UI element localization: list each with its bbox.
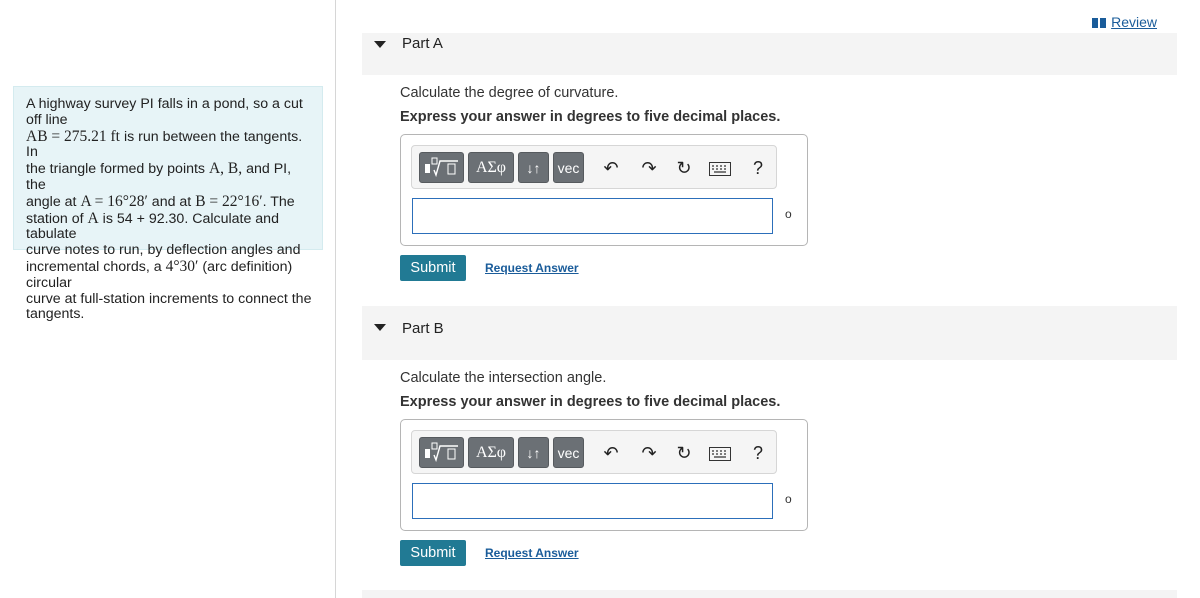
part-b-answer-box: [400, 419, 808, 531]
reset-icon[interactable]: ↻: [676, 158, 692, 178]
vec-button[interactable]: vec: [553, 437, 584, 468]
part-b-title: Part B: [402, 320, 444, 337]
arrows-button[interactable]: ↓↑: [518, 437, 549, 468]
part-a-submit-button[interactable]: Submit: [400, 255, 466, 281]
degree-unit: o: [785, 207, 792, 221]
problem-line: curve at full-station increments to connect the: [26, 290, 312, 307]
next-part-header: [362, 590, 1177, 598]
math-a: A: [87, 209, 99, 227]
math-ab: AB = 275.21 ft: [26, 127, 120, 145]
math-angle-a: A = 16°28′: [80, 192, 148, 210]
problem-line: A highway survey PI falls in a pond, so a cut off line: [26, 96, 303, 128]
part-a-prompt: Calculate the degree of curvature.: [400, 85, 619, 101]
sqrt-template-icon: [422, 440, 462, 466]
vec-button[interactable]: vec: [553, 152, 584, 183]
problem-line: the triangle formed by points A, B, and PI, the: [26, 160, 292, 193]
help-icon[interactable]: ?: [752, 158, 763, 178]
greek-button[interactable]: ΑΣφ: [468, 152, 514, 183]
part-a-title: Part A: [402, 35, 443, 52]
degree-unit: o: [785, 492, 792, 506]
undo-icon[interactable]: ↶: [603, 443, 619, 463]
part-a-header[interactable]: [362, 33, 1177, 75]
redo-icon[interactable]: ↷: [641, 443, 657, 463]
help-icon[interactable]: ?: [752, 443, 763, 463]
problem-panel: [0, 0, 336, 598]
math-angle-b: B = 22°16′: [195, 192, 263, 210]
part-a-answer-input[interactable]: [412, 198, 773, 234]
part-b-request-answer-link[interactable]: Request Answer: [485, 546, 579, 560]
problem-line: station of A is 54 + 92.30. Calculate and tabulate: [26, 209, 279, 243]
part-b-prompt: Calculate the intersection angle.: [400, 370, 607, 386]
templates-button[interactable]: [419, 152, 464, 183]
math-degree-curve: 4°30′: [165, 257, 199, 275]
book-icon: [1092, 18, 1106, 28]
reset-icon[interactable]: ↻: [676, 443, 692, 463]
math-points: A, B,: [208, 160, 243, 178]
keyboard-icon[interactable]: [708, 157, 732, 179]
part-a-instruction: Express your answer in degrees to five decimal places.: [400, 109, 781, 125]
collapse-triangle-icon[interactable]: [374, 324, 386, 331]
math-toolbar: [411, 430, 777, 474]
arrows-button[interactable]: ↓↑: [518, 152, 549, 183]
problem-line: incremental chords, a 4°30′ (arc definition) circular: [26, 257, 293, 291]
problem-statement: [13, 86, 323, 323]
problem-line: AB = 275.21 ft is run between the tangents. In: [26, 127, 303, 161]
sqrt-template-icon: [422, 155, 462, 181]
redo-icon[interactable]: ↷: [641, 158, 657, 178]
part-b-submit-button[interactable]: Submit: [400, 540, 466, 566]
part-b-instruction: Express your answer in degrees to five decimal places.: [400, 394, 781, 410]
part-b-header[interactable]: [362, 306, 1177, 360]
templates-button[interactable]: [419, 437, 464, 468]
part-a-request-answer-link[interactable]: Request Answer: [485, 261, 579, 275]
problem-line: curve notes to run, by deflection angles and: [26, 242, 301, 259]
greek-button[interactable]: ΑΣφ: [468, 437, 514, 468]
part-b-answer-input[interactable]: [412, 483, 773, 519]
collapse-triangle-icon[interactable]: [374, 41, 386, 48]
math-toolbar: [411, 145, 777, 189]
problem-line: angle at A = 16°28′ and at B = 22°16′. The: [26, 192, 295, 210]
part-a-answer-box: [400, 134, 808, 246]
review-link[interactable]: Review: [1092, 14, 1157, 30]
keyboard-icon[interactable]: [708, 442, 732, 464]
problem-line: tangents.: [26, 306, 85, 323]
undo-icon[interactable]: ↶: [603, 158, 619, 178]
